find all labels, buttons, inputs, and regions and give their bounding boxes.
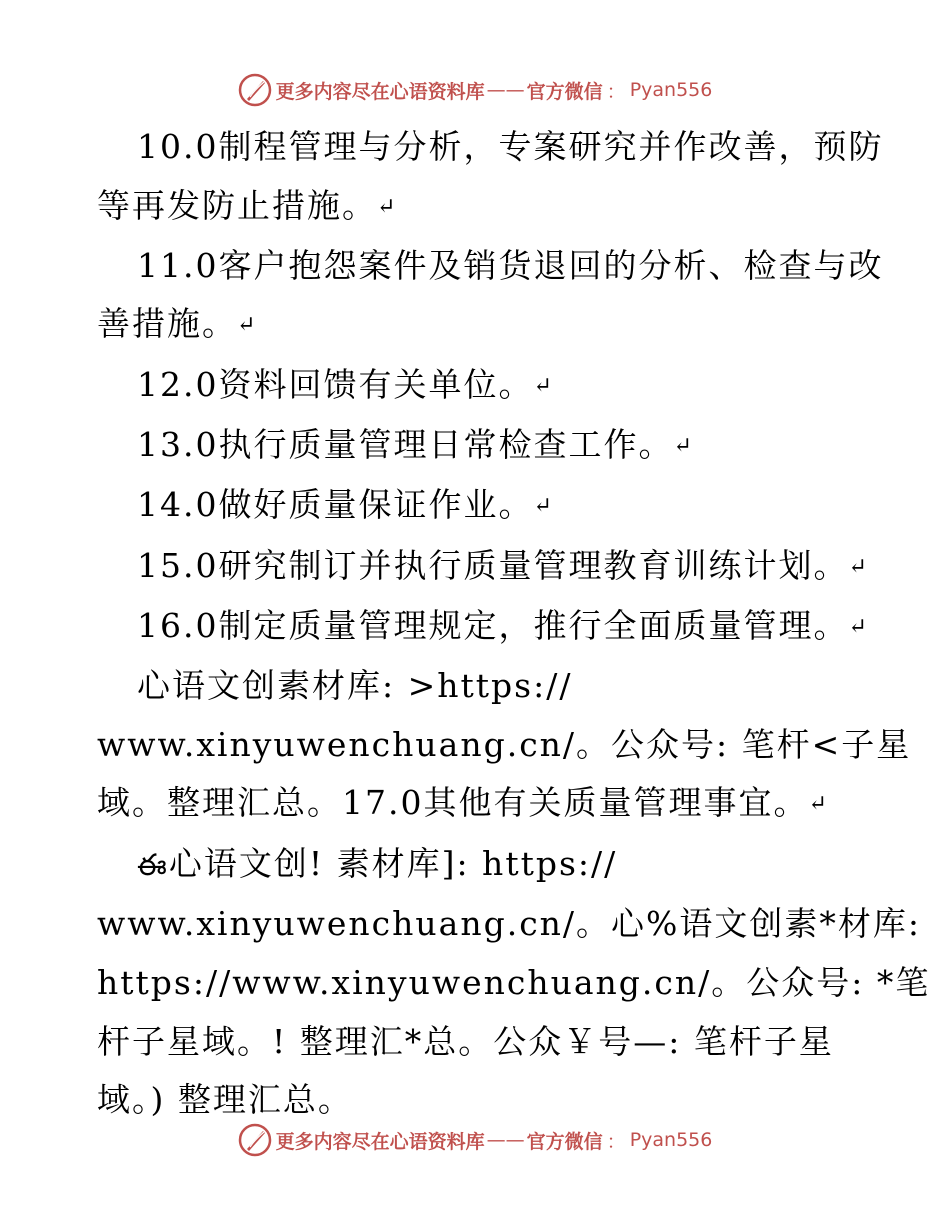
- quill-logo-icon: [238, 1123, 272, 1157]
- paragraph-mark-icon: ↵: [848, 554, 867, 580]
- text-line: [97, 716, 912, 775]
- text-line-content: 域。) 整理汇总。: [97, 1080, 353, 1120]
- text-line-content: www.xinyuwenchuang.cn/。公众号: 笔杆<子星: [97, 724, 912, 764]
- banner-wechat-id: Pyan556: [629, 79, 713, 101]
- text-line: [97, 177, 862, 237]
- ornament-icon: ఈ: [137, 847, 169, 883]
- header-banner: [0, 70, 950, 110]
- text-line-content: 心语文创! 素材库]: https://: [168, 843, 618, 883]
- banner-main-text: 更多内容尽在心语资料库: [275, 1130, 485, 1153]
- banner-wechat-id: Pyan556: [629, 1129, 713, 1151]
- text-line-content: 14.0做好质量保证作业。: [137, 485, 534, 525]
- footer-banner: [0, 1120, 950, 1160]
- text-line: [97, 895, 922, 954]
- text-line-content: 心语文创素材库: >https://: [137, 666, 573, 706]
- paragraph-mark-icon: ↵: [808, 792, 827, 818]
- banner-official-label: 官方微信: [526, 1130, 603, 1153]
- banner-main-text: 更多内容尽在心语资料库: [275, 80, 485, 103]
- banner-dash: ——: [486, 1129, 525, 1151]
- banner-colon: ：: [606, 80, 626, 103]
- document-body: [97, 118, 931, 1130]
- paragraph-mark-icon: ↵: [673, 433, 692, 459]
- text-line-content: 13.0执行质量管理日常检查工作。: [137, 425, 674, 465]
- text-line: [97, 537, 867, 597]
- text-line-content: 15.0研究制订并执行质量管理教育训练计划。: [137, 545, 849, 585]
- banner-dash: ——: [486, 79, 525, 101]
- text-line-content: 等再发防止措施。: [97, 185, 377, 225]
- text-line-content: 11.0客户抱怨案件及销货退回的分析、检查与改: [137, 245, 884, 285]
- banner-colon: ：: [606, 1130, 626, 1153]
- text-line-content: www.xinyuwenchuang.cn/。心%语文创素*材库:: [97, 904, 922, 944]
- text-line: [97, 118, 884, 177]
- text-line: [97, 774, 862, 834]
- text-line: [97, 416, 862, 476]
- paragraph-mark-icon: ↵: [533, 373, 552, 399]
- text-line-content: 善措施。: [97, 304, 237, 344]
- text-line: [97, 954, 931, 1013]
- text-line-content: 杆子星域。! 整理汇*总。公众￥号—: 笔杆子星: [97, 1021, 834, 1061]
- paragraph-mark-icon: ↵: [533, 494, 552, 520]
- text-line: [97, 1013, 862, 1072]
- text-line: [97, 295, 862, 355]
- text-line: [97, 356, 862, 416]
- paragraph-mark-icon: ↵: [377, 194, 396, 220]
- text-line: [97, 237, 884, 296]
- banner-official-label: 官方微信: [526, 80, 603, 103]
- quill-logo-icon: [238, 73, 272, 107]
- text-line: [97, 476, 862, 536]
- text-line-content: 16.0制定质量管理规定，推行全面质量管理。: [137, 605, 849, 645]
- text-line-content: 12.0资料回馈有关单位。: [137, 364, 534, 404]
- text-line-content: 域。整理汇总。17.0其他有关质量管理事宜。: [97, 783, 809, 823]
- text-line: [97, 835, 862, 896]
- paragraph-mark-icon: ↵: [237, 313, 256, 339]
- text-line-content: https://www.xinyuwenchuang.cn/。公众号: *笔: [97, 962, 931, 1002]
- paragraph-mark-icon: ↵: [848, 614, 867, 640]
- text-line: [97, 657, 862, 716]
- text-line: [97, 597, 867, 657]
- text-line-content: 10.0制程管理与分析，专案研究并作改善，预防: [137, 127, 884, 166]
